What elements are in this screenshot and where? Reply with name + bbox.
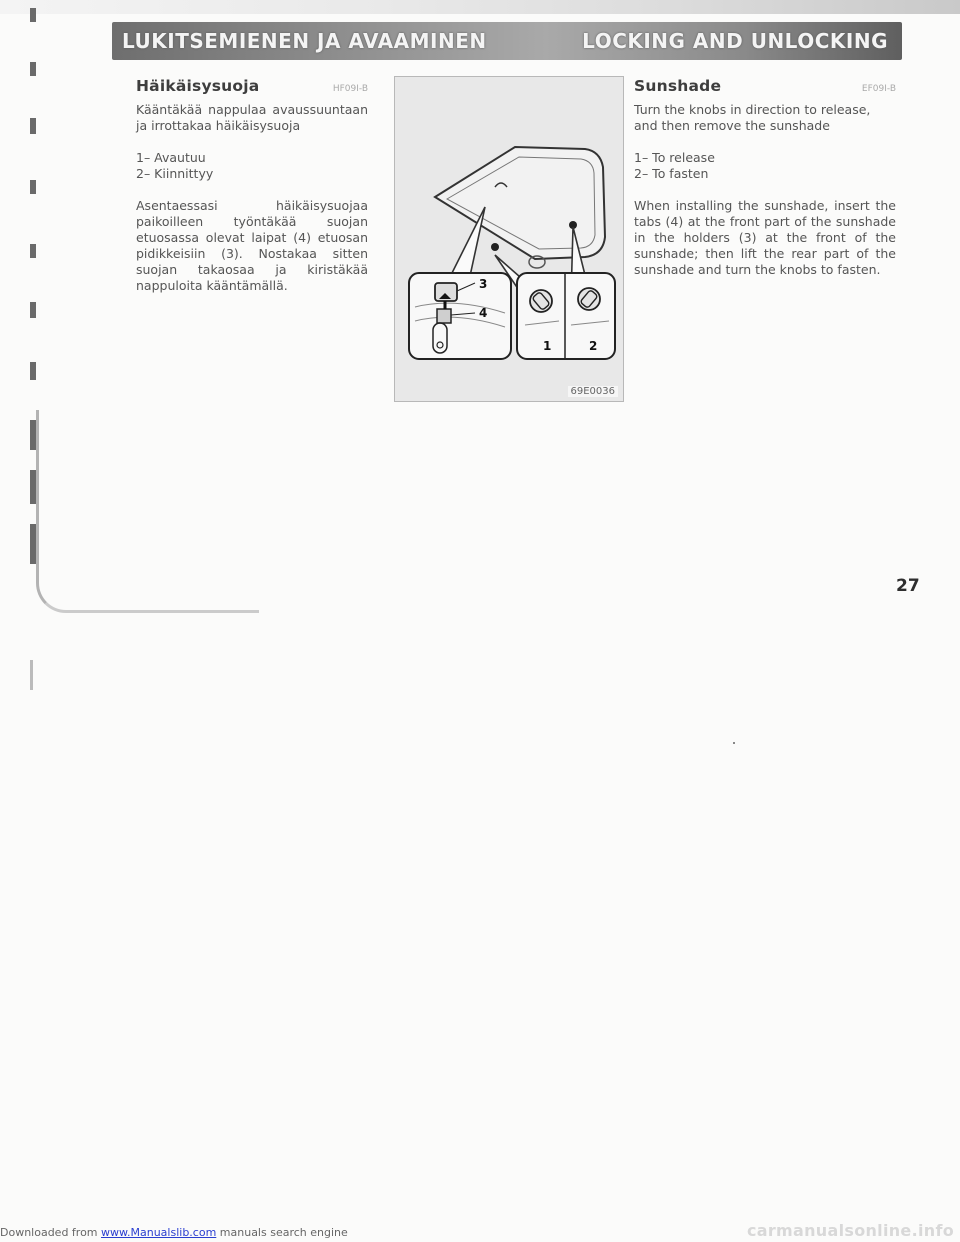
page-number: 27 — [896, 576, 920, 596]
callout-1: 1 — [543, 339, 552, 353]
sunshade-drawing — [395, 77, 623, 401]
speck — [733, 742, 735, 744]
english-title: Sunshade — [634, 77, 722, 95]
callout-4: 4 — [479, 306, 488, 320]
english-section-code: EF09I-B — [861, 84, 896, 94]
footer-prefix: Downloaded from — [0, 1226, 102, 1239]
english-item-1: 1– To release — [634, 150, 715, 165]
english-item-2: 2– To fasten — [634, 166, 709, 181]
english-intro: Turn the knobs in direction to release, and then remove the sunshade — [634, 102, 871, 133]
english-body: When installing the sunshade, insert the tabs (4) at the front part of the sunshade in the holders (3) at the front of the sunshade; then lift the rear part of the sunshade and turn the knobs to fasten. — [634, 198, 896, 277]
header-title-english: LOCKING AND UNLOCKING — [582, 29, 888, 53]
finnish-intro: Kääntäkää nappulaa avaussuuntaan ja irrottakaa häikäisysuoja — [136, 102, 368, 133]
finnish-item-2: 2– Kiinnittyy — [136, 166, 214, 181]
header-title-finnish: LUKITSEMIENEN JA AVAAMINEN — [122, 29, 487, 53]
page-curl-shadow — [36, 410, 259, 613]
finnish-column — [136, 78, 368, 294]
callout-3: 3 — [479, 277, 488, 291]
footer-suffix: manuals search engine — [216, 1226, 348, 1239]
finnish-body: Asentaessasi häikäisysuojaa paikoilleen työntäkää suojan etuosassa olevat laipat (4) etuosan pidikkeisiin (3). Nostakaa sitten suojan takaosaa ja kiristäkää nappuloita kääntämällä. — [136, 198, 368, 293]
download-footer — [0, 1226, 348, 1239]
english-column — [634, 78, 896, 278]
finnish-item-1: 1– Avautuu — [136, 150, 206, 165]
callout-2: 2 — [589, 339, 598, 353]
finnish-title: Häikäisysuoja — [136, 77, 260, 95]
finnish-section-code: HF09I-B — [332, 84, 368, 94]
scan-shadow — [0, 0, 960, 14]
manualslib-link[interactable]: www.Manualslib.com — [101, 1226, 217, 1239]
figure-code: 69E0036 — [568, 386, 619, 397]
sunshade-illustration — [394, 76, 624, 402]
site-watermark: carmanualsonline.info — [746, 1221, 954, 1240]
section-header — [112, 22, 902, 60]
